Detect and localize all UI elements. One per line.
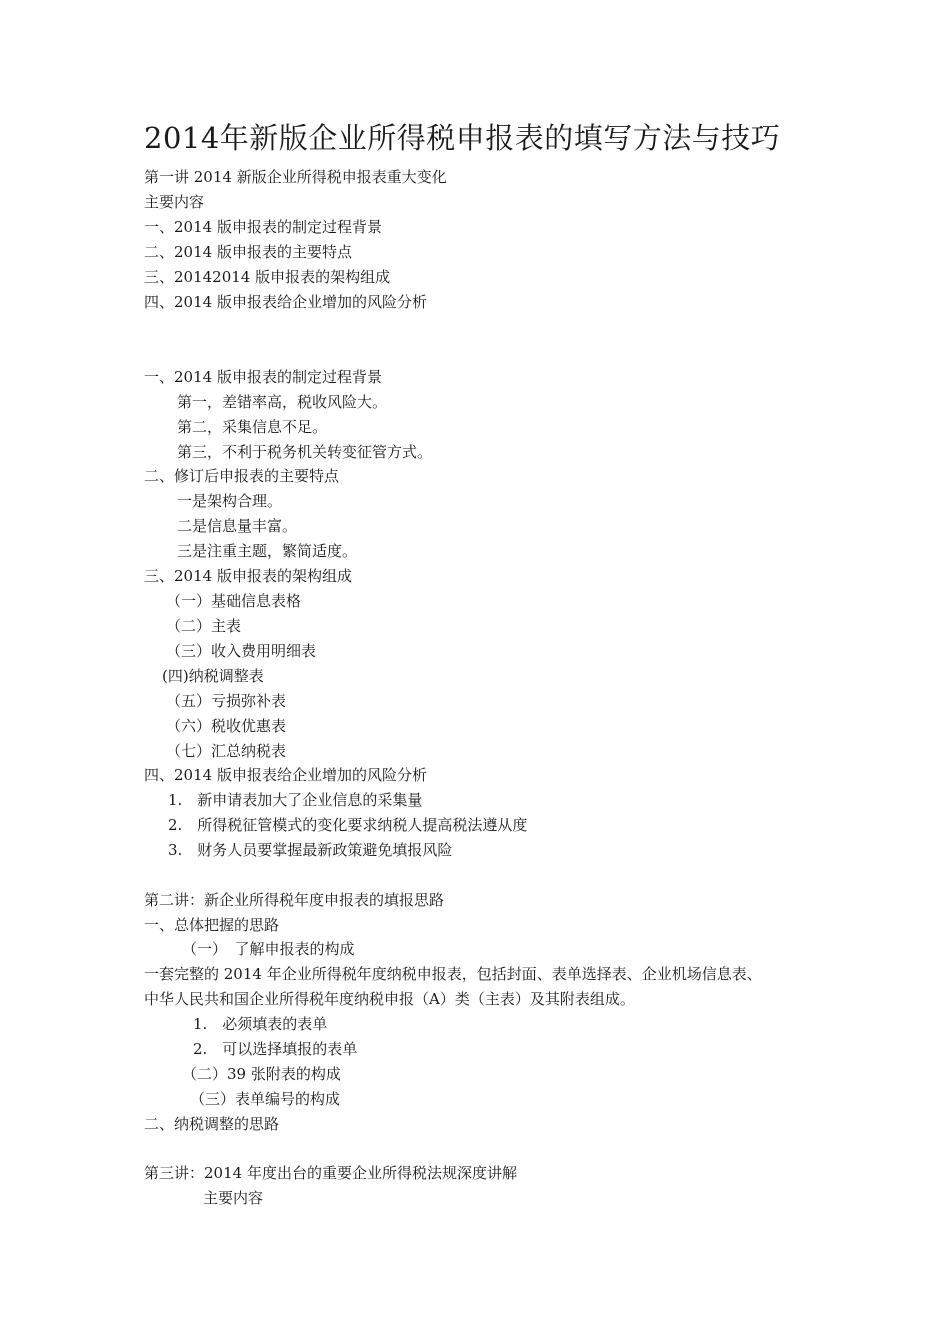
section-heading: 一、总体把握的思路 xyxy=(144,916,280,934)
numbered-item: 1. 必须填表的表单 xyxy=(193,1015,328,1033)
outline-item-2: 二、2014 版申报表的主要特点 xyxy=(144,243,352,261)
numbered-item: 3. 财务人员要掌握最新政策避免填报风险 xyxy=(168,841,453,859)
numbered-item: 2. 所得税征管模式的变化要求纳税人提高税法遵从度 xyxy=(168,816,528,834)
paragraph-line: 中华人民共和国企业所得税年度纳税申报（A）类（主表）及其附表组成。 xyxy=(144,990,635,1008)
section-heading-2: 二、修订后申报表的主要特点 xyxy=(144,467,340,485)
list-item: （六）税收优惠表 xyxy=(166,717,287,735)
main-content-label: 主要内容 xyxy=(144,193,205,211)
outline-item-4: 四、2014 版申报表给企业增加的风险分析 xyxy=(144,293,427,311)
subsection-heading: （二）39 张附表的构成 xyxy=(182,1065,341,1083)
paragraph-line: 一是架构合理。 xyxy=(177,492,283,510)
numbered-item: 1. 新申请表加大了企业信息的采集量 xyxy=(168,791,423,809)
paragraph-line: 第一，差错率高，税收风险大。 xyxy=(177,393,388,411)
list-item: （二）主表 xyxy=(166,617,242,635)
subsection-heading: （一） 了解申报表的构成 xyxy=(182,940,355,958)
paragraph-line: 第二，采集信息不足。 xyxy=(177,418,328,436)
lecture-2-heading: 第二讲：新企业所得税年度申报表的填报思路 xyxy=(144,891,445,909)
list-item: （三）收入费用明细表 xyxy=(166,642,317,660)
lecture-1-heading: 第一讲 2014 新版企业所得税申报表重大变化 xyxy=(144,168,447,186)
list-item: （七）汇总纳税表 xyxy=(166,742,287,760)
document-title: 2014年新版企业所得税申报表的填写方法与技巧 xyxy=(144,121,781,155)
lecture-3-heading: 第三讲：2014 年度出台的重要企业所得税法规深度讲解 xyxy=(144,1164,517,1182)
list-item: (四)纳税调整表 xyxy=(162,667,264,685)
paragraph-line: 二是信息量丰富。 xyxy=(177,517,298,535)
section-heading-4: 四、2014 版申报表给企业增加的风险分析 xyxy=(144,766,427,784)
list-item: （五）亏损弥补表 xyxy=(166,692,287,710)
paragraph-line: 三是注重主题，繁简适度。 xyxy=(177,542,358,560)
subsection-heading: （三）表单编号的构成 xyxy=(190,1090,341,1108)
paragraph-line: 第三，不利于税务机关转变征管方式。 xyxy=(177,443,433,461)
outline-item-3: 三、20142014 版申报表的架构组成 xyxy=(144,268,391,286)
numbered-item: 2. 可以选择填报的表单 xyxy=(193,1040,358,1058)
section-heading-3: 三、2014 版申报表的架构组成 xyxy=(144,567,352,585)
main-content-label: 主要内容 xyxy=(203,1189,264,1207)
outline-item-1: 一、2014 版申报表的制定过程背景 xyxy=(144,218,382,236)
list-item: （一）基础信息表格 xyxy=(166,592,302,610)
section-heading: 二、纳税调整的思路 xyxy=(144,1115,280,1133)
section-heading-1: 一、2014 版申报表的制定过程背景 xyxy=(144,368,382,386)
paragraph-line: 一套完整的 2014 年企业所得税年度纳税申报表，包括封面、表单选择表、企业机场信息表、 xyxy=(144,965,762,983)
